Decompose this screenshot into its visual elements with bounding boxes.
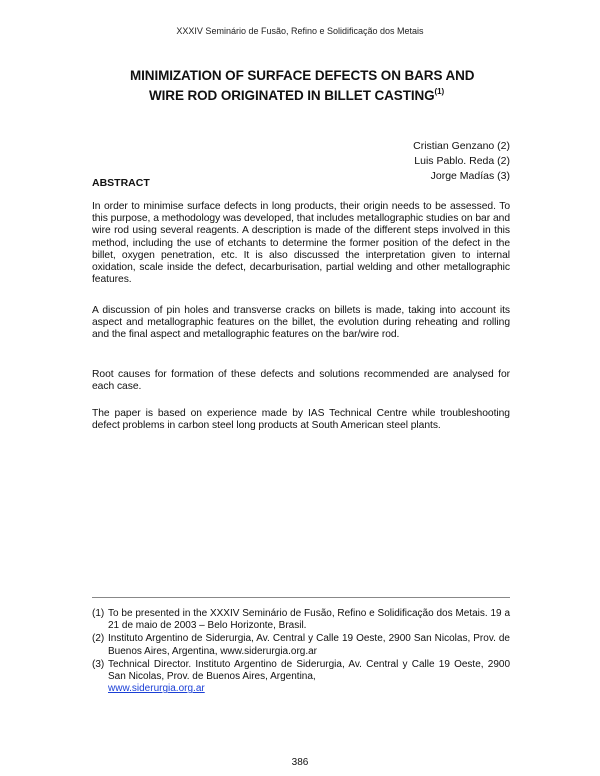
author: Jorge Madías (3)	[430, 170, 510, 182]
running-header: XXXIV Seminário de Fusão, Refino e Solidificação dos Metais	[176, 26, 424, 36]
siderurgia-link[interactable]: www.siderurgia.org.ar	[108, 683, 205, 695]
abstract-paragraph: In order to minimise surface defects in long products, their origin needs to be assessed. To this purpose, a methodology was developed, that includes metallographic studies on bar and wire rod using several reagents. A description is made of the different steps involved in this method, including the use of etchants to determine the former position of the defect in the billet, oxygen penetration, etc. It is also discussed the interpretation given to internal oxidation, scale inside the defect, decarburisation, partial welding and other metallographic features.	[92, 201, 510, 286]
footnote	[92, 633, 510, 657]
paper-title	[130, 68, 530, 104]
footnote-text: To be presented in the XXXIV Seminário de Fusão, Refino e Solidificação dos Metais. 19 a 21 de maio de 2003 – Belo Horizonte, Brasil.	[108, 608, 510, 632]
title-line-1: MINIMIZATION OF SURFACE DEFECTS ON BARS AND	[130, 68, 475, 83]
abstract-paragraph: Root causes for formation of these defects and solutions recommended are analysed for each case.	[92, 369, 510, 393]
title-footnote-ref: (1)	[434, 87, 445, 96]
footnote-text: Instituto Argentino de Siderurgia, Av. Central y Calle 19 Oeste, 2900 San Nicolas, Prov. de Buenos Aires, Argentina, www.siderurgia.org.ar	[108, 633, 510, 657]
footnote	[92, 659, 510, 696]
abstract-heading: ABSTRACT	[92, 177, 150, 189]
footnote-number: (2)	[92, 633, 105, 645]
abstract-paragraph: A discussion of pin holes and transverse cracks on billets is made, taking into account its aspect and metallographic features on the billet, the evolution during reheating and rolling and the final aspect and metallographic features on the bar/wire rod.	[92, 305, 510, 341]
abstract-paragraph: The paper is based on experience made by IAS Technical Centre while troubleshooting defect problems in carbon steel long products at South American steel plants.	[92, 408, 510, 432]
page-number: 386	[291, 757, 309, 768]
footnote	[92, 608, 510, 632]
footnote-text: Technical Director. Instituto Argentino de Siderurgia, Av. Central y Calle 19 Oeste, 2900 San Nicolas, Prov. de Buenos Aires, Argentina, www.siderurgia.org.ar	[108, 658, 510, 695]
footnote-divider	[92, 597, 510, 598]
author: Cristian Genzano (2)	[413, 140, 510, 152]
title-line-2: WIRE ROD ORIGINATED IN BILLET CASTING$^{(1)}$	[149, 87, 445, 103]
footnote-number: (1)	[92, 608, 105, 619]
author: Luis Pablo. Reda (2)	[414, 155, 510, 167]
footnotes	[92, 608, 510, 696]
author-list	[413, 139, 510, 184]
footnote-number: (3)	[92, 658, 105, 670]
